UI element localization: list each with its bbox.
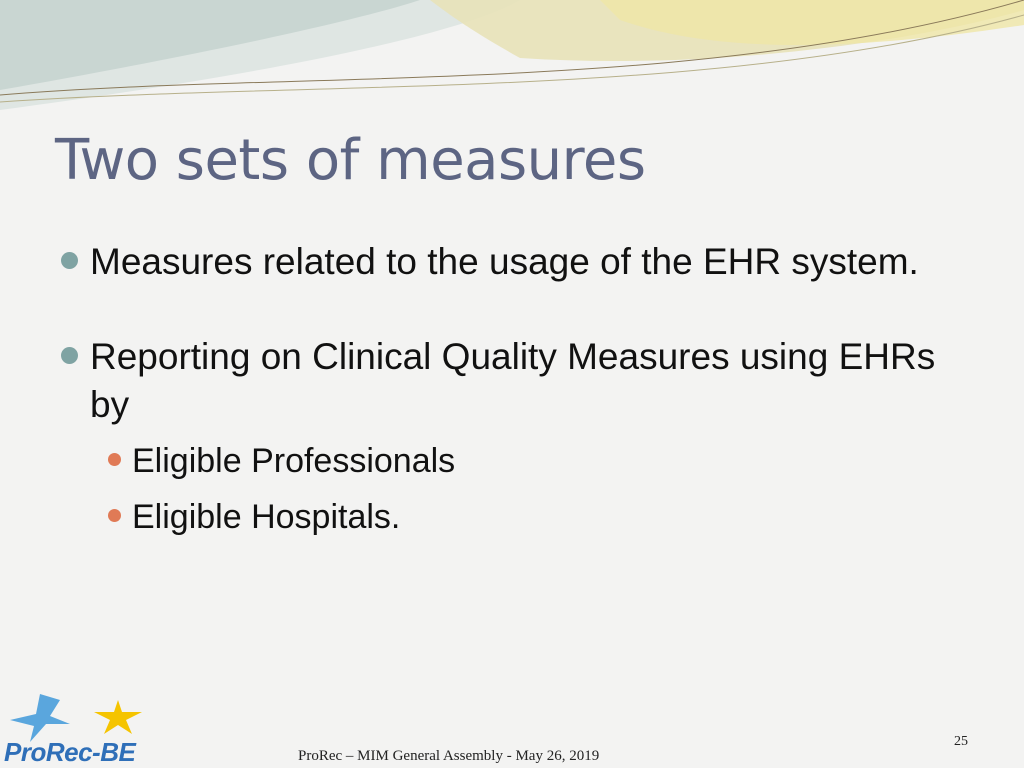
bullet-item [60,333,960,429]
logo-wordmark: ProRec-BE [4,737,136,767]
page-number: 25 [954,734,968,749]
bullet-text: Reporting on Clinical Quality Measures using EHRs by [90,336,936,425]
slide-title: Two sets of measures [55,128,646,193]
slide-footer: ProRec – MIM General Assembly - May 26, 2019 [298,748,600,764]
bullet-dot-icon [61,252,78,269]
sub-bullet-dot-icon [108,453,121,466]
bullet-dot-icon [61,347,78,364]
sub-bullet-dot-icon [108,509,121,522]
sub-bullet-item [60,489,960,545]
header-wave-decoration [0,0,1024,120]
sub-bullet-text: Eligible Professionals [132,442,456,480]
sub-bullet-text: Eligible Hospitals. [132,498,401,536]
bullet-list [60,238,960,545]
bullet-item [60,238,960,286]
bullet-text: Measures related to the usage of the EHR system. [90,241,919,282]
sub-bullet-item [60,433,960,489]
